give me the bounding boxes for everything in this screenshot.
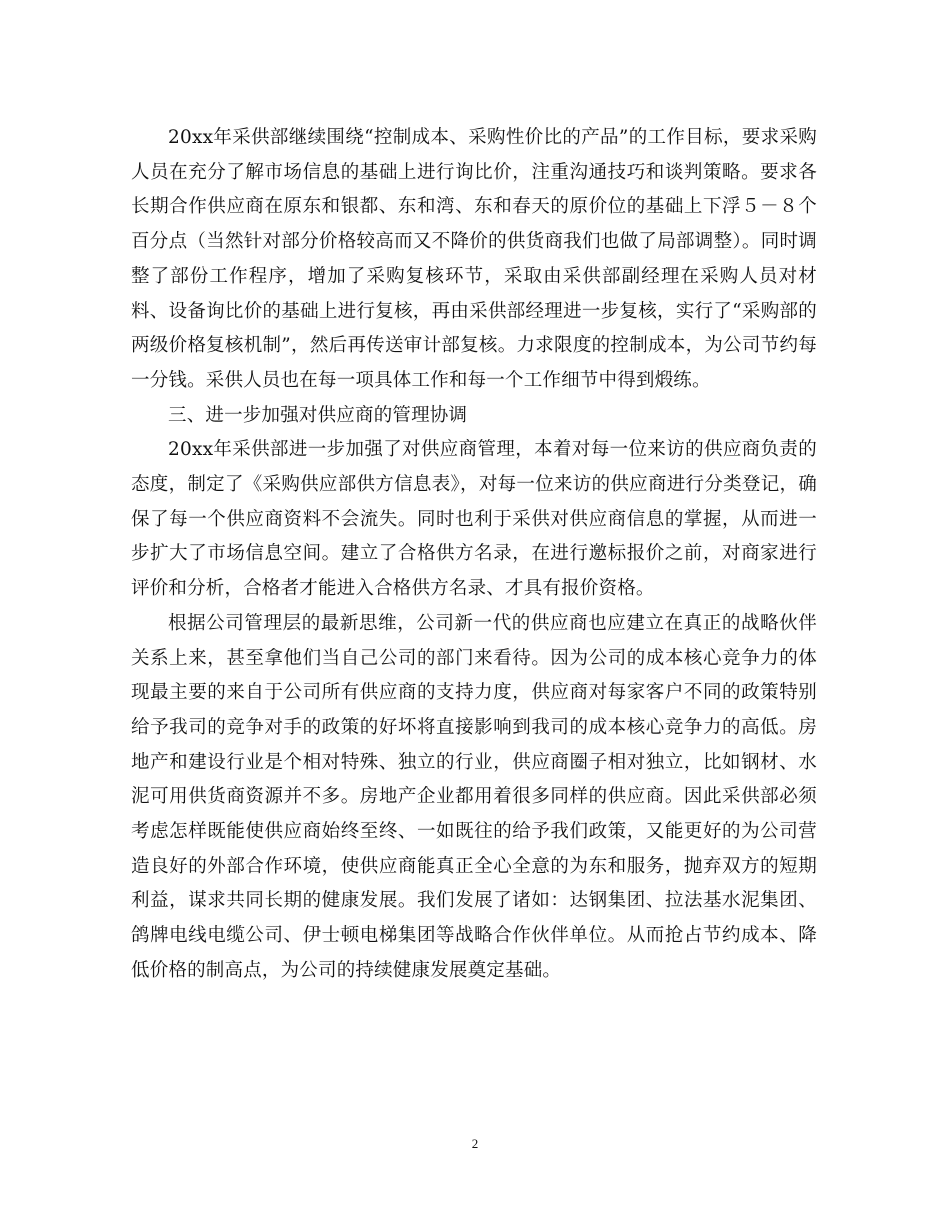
paragraph-cost-control: 20xx年采供部继续围绕“控制成本、采购性价比的产品”的工作目标，要求采购人员在充分了解市场信息的基础上进行询比价，注重沟通技巧和谈判策略。要求各长期合作供应商在原东和银都、东和湾、东和春天的原价位的基础上下浮５－８个百分点（当然针对部分价格较高而又不降价的供货商我们也做了局部调整）。同时调整了部份工作程序，增加了采购复核环节，采取由采供部副经理在采购人员对材料、设备询比价的基础上进行复核，再由采供部经理进一步复核，实行了“采购部的两级价格复核机制”，然后再传送审计部复核。力求限度的控制成本，为公司节约每一分钱。采供人员也在每一项具体工作和每一个工作细节中得到煅练。 [131, 127, 817, 391]
document-body [131, 121, 817, 989]
section-heading-supplier-management: 三、进一步加强对供应商的管理协调 [168, 404, 468, 426]
page-number: 2 [471, 1136, 479, 1151]
paragraph-strategic-partners: 根据公司管理层的最新思维，公司新一代的供应商也应建立在真正的战略伙伴关系上来，甚至拿他们当自己公司的部门来看待。因为公司的成本核心竞争力的体现最主要的来自于公司所有供应商的支持力度，供应商对每家客户不同的政策特别给予我司的竞争对手的政策的好坏将直接影响到我司的成本核心竞争力的高低。房地产和建设行业是个相对特殊、独立的行业，供应商圈子相对独立，比如钢材、水泥可用供货商资源并不多。房地产企业都用着很多同样的供应商。因此采供部必须考虑怎样既能使供应商始终至终、一如既往的给予我们政策，又能更好的为公司营造良好的外部合作环境，使供应商能真正全心全意的为东和服务，抛弃双方的短期利益，谋求共同长期的健康发展。我们发展了诸如：达钢集团、拉法基水泥集团、鸽牌电线电缆公司、伊士顿电梯集团等战略合作伙伴单位。从而抢占节约成本、降低价格的制高点，为公司的持续健康发展奠定基础。 [131, 612, 817, 981]
paragraph-supplier-registry: 20xx年采供部进一步加强了对供应商管理，本着对每一位来访的供应商负责的态度，制定了《采购供应部供方信息表》，对每一位来访的供应商进行分类登记，确保了每一个供应商资料不会流失。同时也利于采供对供应商信息的掌握，从而进一步扩大了市场信息空间。建立了合格供方名录，在进行邀标报价之前，对商家进行评价和分析，合格者才能进入合格供方名录、才具有报价资格。 [131, 439, 817, 600]
